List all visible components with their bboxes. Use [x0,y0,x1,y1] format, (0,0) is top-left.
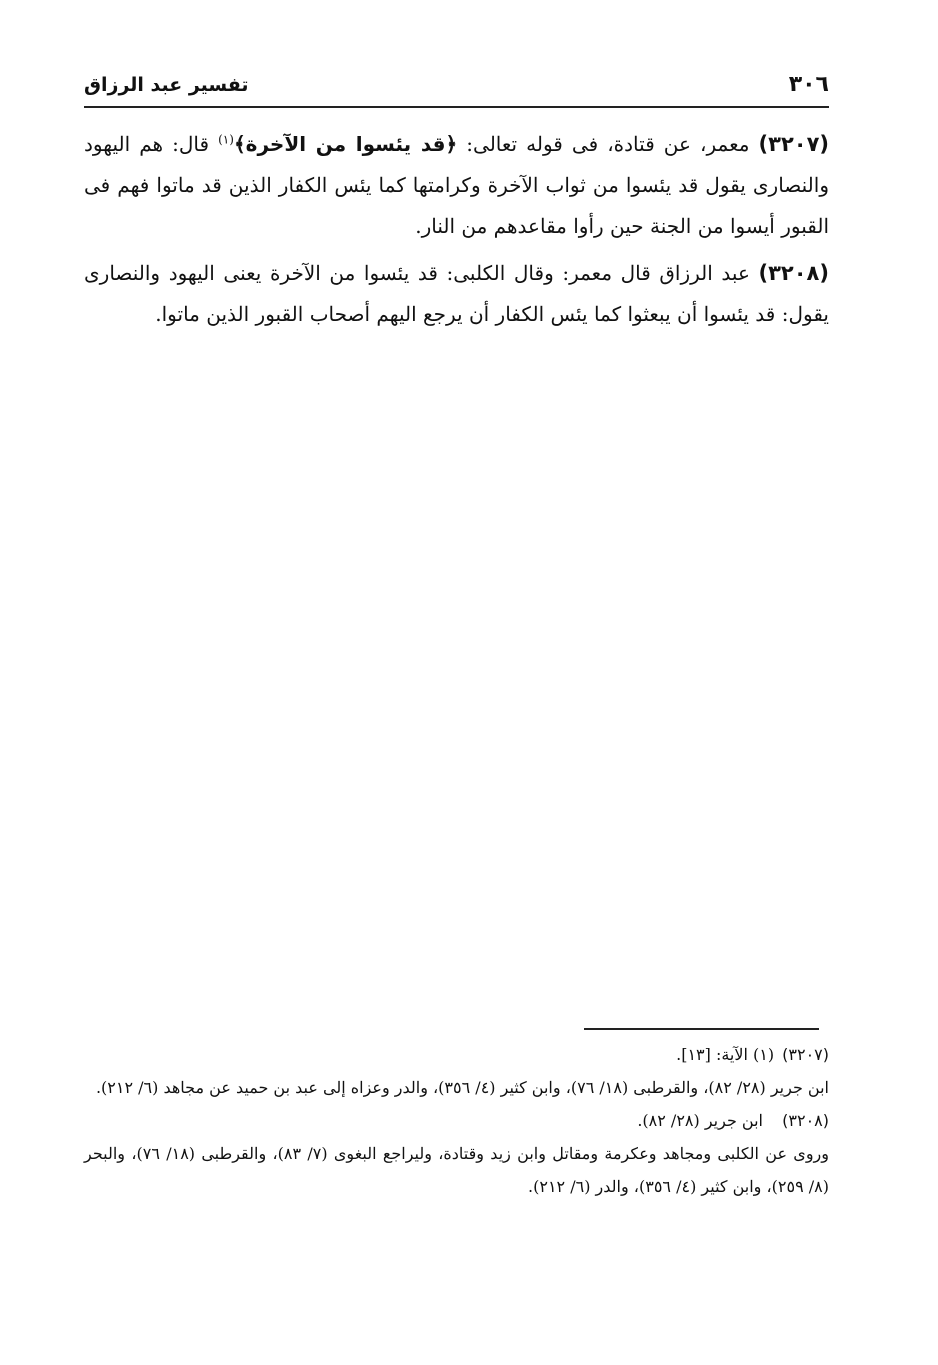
entry-text: معمر، عن قتادة، فى قوله تعالى: [457,132,759,156]
footnote-separator [584,1028,819,1030]
entry-number: (٣٢٠٧) [758,132,830,156]
header-rule [84,106,829,108]
page-number: ٣٠٦ [788,72,829,97]
footnote-3208-sources: وروى عن الكلبى ومجاهد وعكرمة ومقاتل وابن زيد وقتادة، وليراجع البغوى (٧/ ٨٣)، والقرطبى (١٨/ ٧٦)، والبحر (٨/ ٢٥٩)، وابن كثير (٤/ ٣٥٦)، والدر (٦/ ٢١٢). [84,1144,830,1196]
footnote-3208-head [84,1104,829,1137]
footnote-3207-head [84,1038,829,1071]
footnote-id: (٣٢٠٧) [782,1045,829,1064]
footnote-id: (٣٢٠٨) [782,1111,829,1130]
footnotes [84,1038,829,1203]
running-title: تفسير عبد الرزاق [84,74,249,96]
entry-3207 [84,124,829,247]
footnote-text: ابن جرير (٢٨/ ٨٢). [637,1111,763,1130]
entry-number: (٣٢٠٨) [758,261,829,285]
footnote-3207-sources: ابن جرير (٢٨/ ٨٢)، والقرطبى (١٨/ ٧٦)، وابن كثير (٤/ ٣٥٦)، والدر وعزاه إلى عبد بن حميد عن مجاهد (٦/ ٢١٢). [95,1078,829,1097]
entry-text: قال: هم اليهود والنصارى يقول قد يئسوا من ثواب الآخرة وكرامتها كما يئس الكفار الذين قد ماتوا فهم فى القبور أيسوا من الجنة حين رأوا مقاعدهم من النار. [84,132,829,238]
entry-3208 [84,253,829,335]
main-text [84,124,829,341]
quran-quote: ﴿قد يئسوا من الآخرة﴾ [233,132,458,156]
entry-text: عبد الرزاق قال معمر: وقال الكلبى: قد يئسوا من الآخرة يعنى اليهود والنصارى يقول: قد يئسوا أن يبعثوا كما يئس الكفار أن يرجع اليهم أصحاب القبور الذين ماتوا. [84,261,829,326]
footnote-text: (١) الآية: [١٣]. [676,1045,775,1064]
page-header [84,70,829,104]
footnote-ref: (١) [218,132,234,147]
